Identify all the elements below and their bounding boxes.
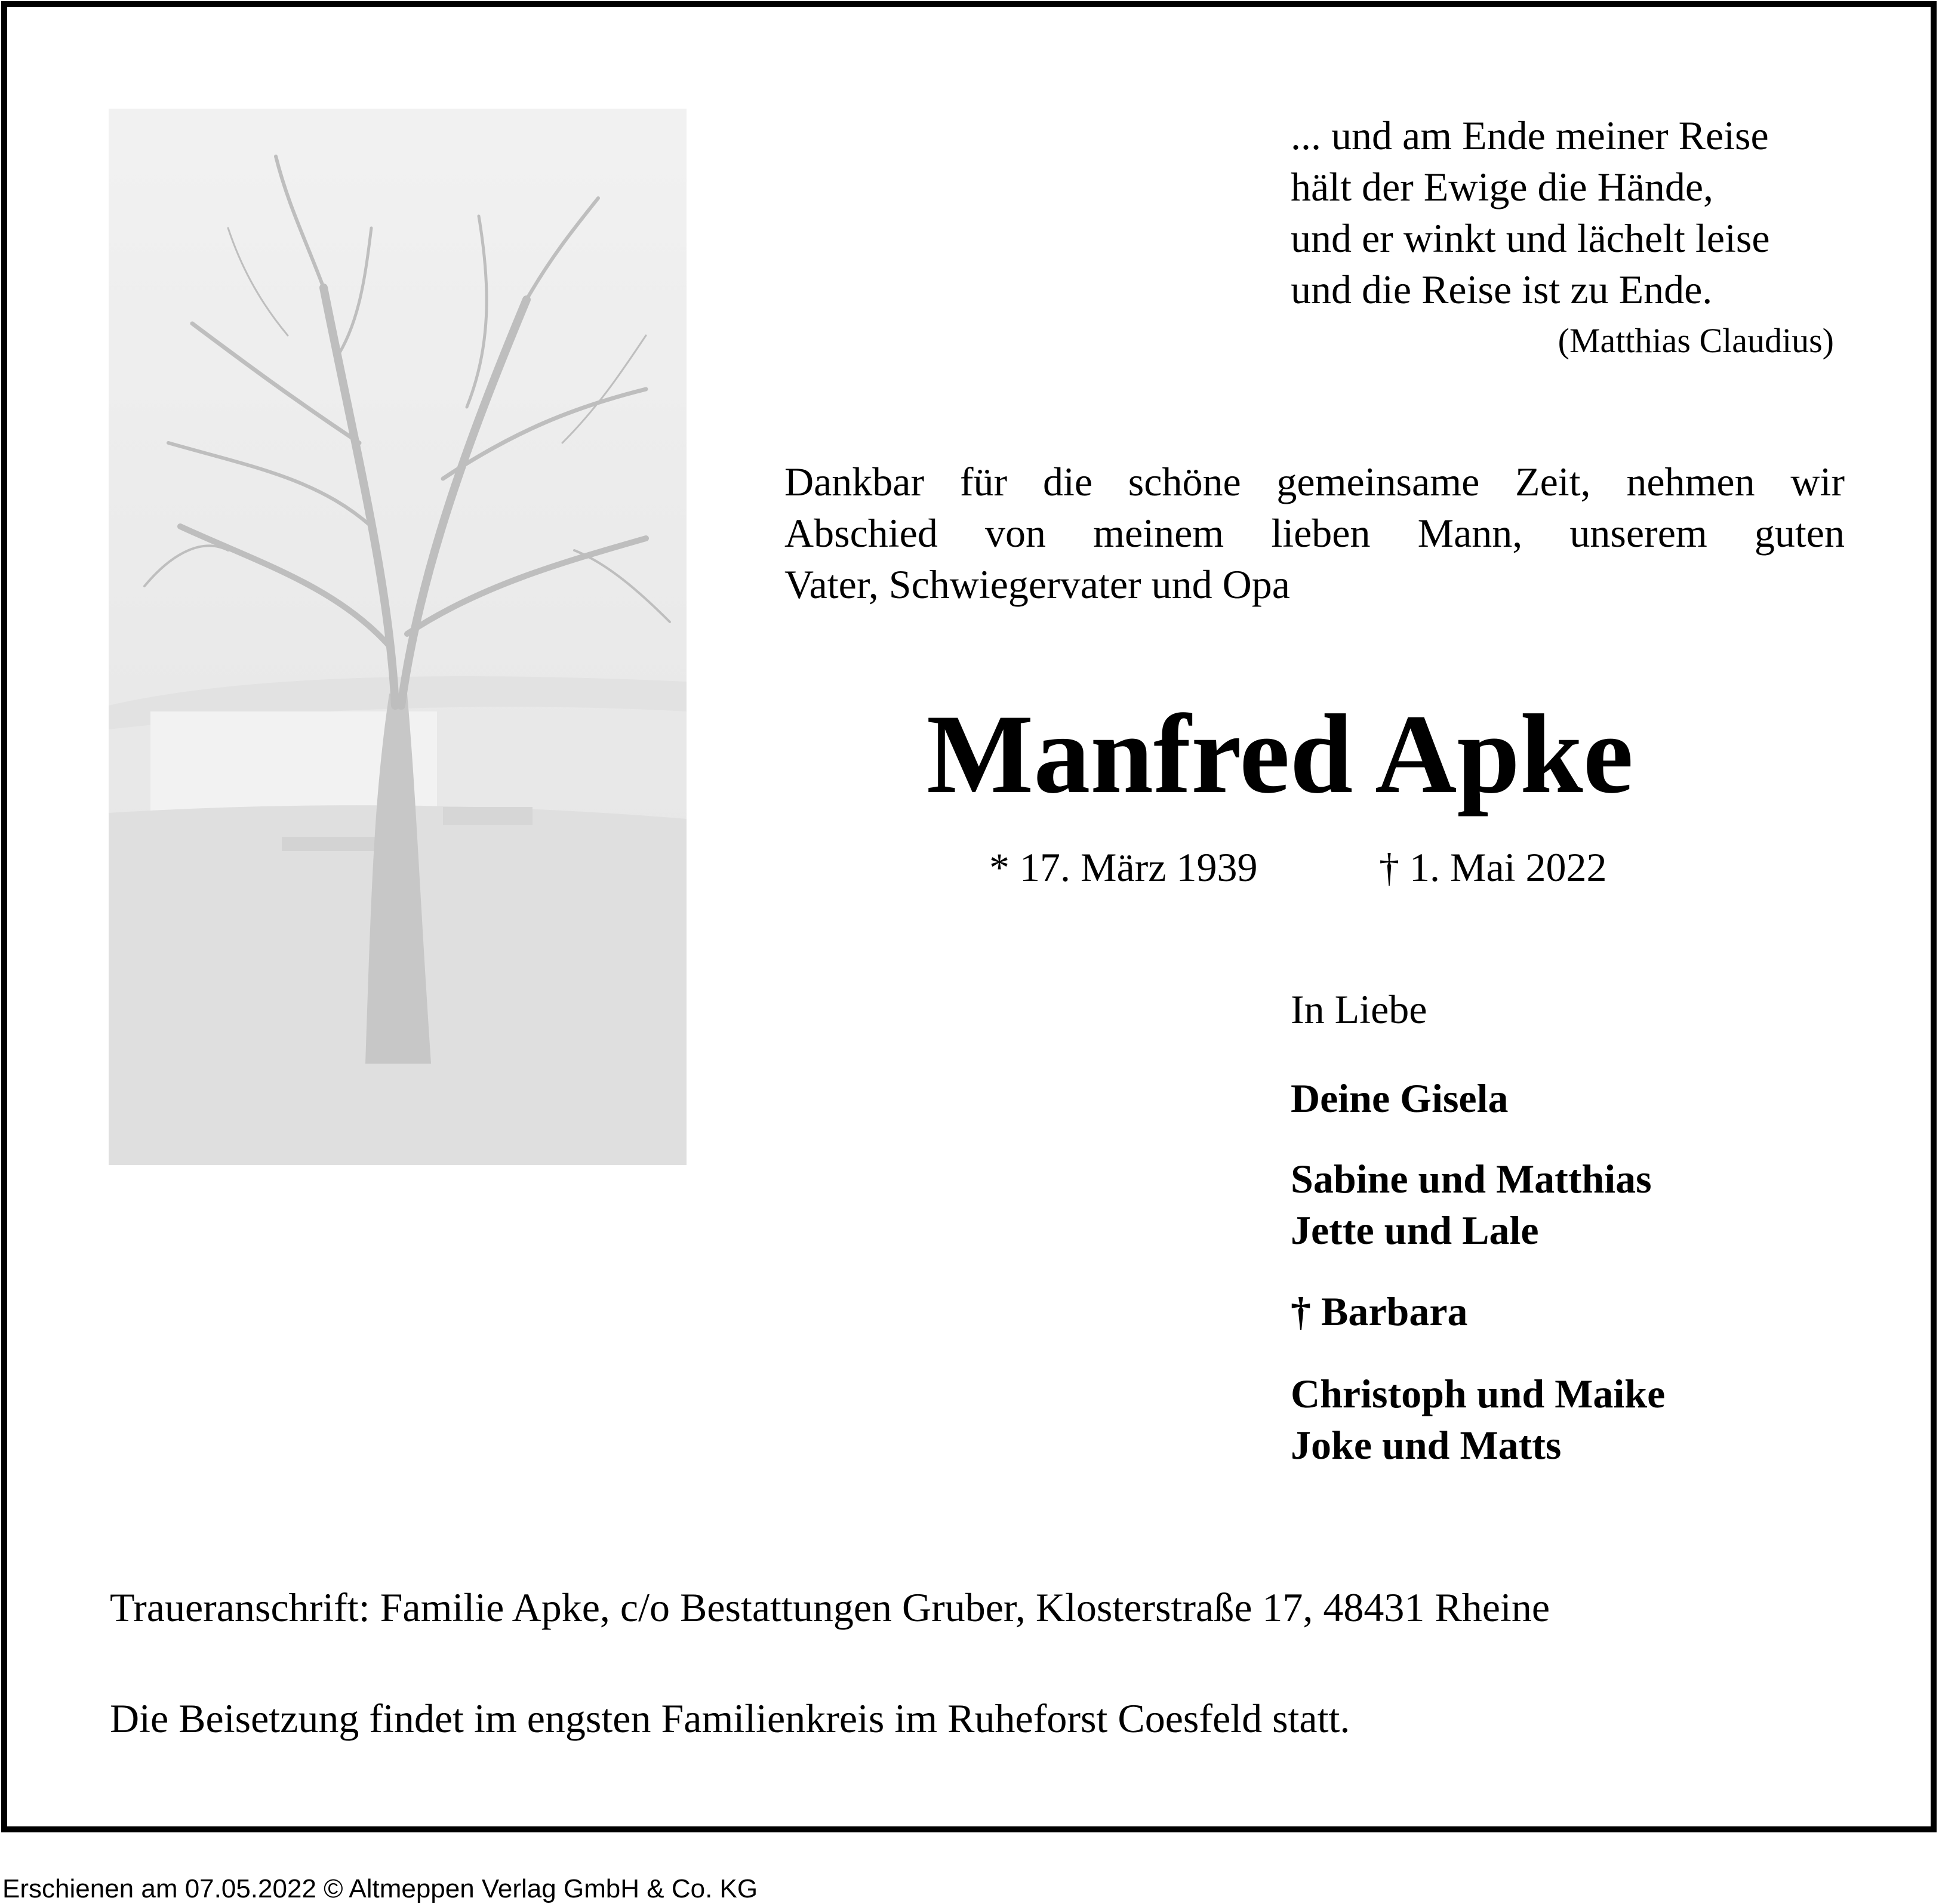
- intro-text: [784, 456, 1845, 610]
- intro-line: Abschied von meinem lieben Mann, unserem guten: [784, 510, 1845, 556]
- mourner-name: † Barbara: [1291, 1289, 1468, 1334]
- love-phrase: In Liebe: [1291, 987, 1427, 1032]
- obituary-frame: [1, 1, 1937, 1832]
- mourner-name: Sabine und Matthias: [1291, 1156, 1652, 1201]
- mourner-name: Deine Gisela: [1291, 1076, 1509, 1121]
- poem-line: ... und am Ende meiner Reise: [1291, 113, 1769, 158]
- mourning-address: Traueranschrift: Familie Apke, c/o Bestattungen Gruber, Klosterstraße 17, 48431 Rheine: [110, 1585, 1550, 1630]
- mourner-group: [1291, 1073, 1509, 1124]
- mourner-name: Christoph und Maike: [1291, 1371, 1666, 1416]
- burial-note: Die Beisetzung findet im engsten Familienkreis im Ruheforst Coesfeld statt.: [110, 1696, 1350, 1741]
- mourner-name: Joke und Matts: [1291, 1422, 1562, 1468]
- intro-line: Dankbar für die schöne gemeinsame Zeit, nehmen wir: [784, 459, 1845, 504]
- poem-line: und die Reise ist zu Ende.: [1291, 267, 1713, 312]
- mourner-group: [1291, 1286, 1468, 1337]
- poem-author: (Matthias Claudius): [1558, 321, 1834, 360]
- poem-line: und er winkt und lächelt leise: [1291, 215, 1770, 261]
- tree-photo: [109, 109, 687, 1165]
- mourner-name: Jette und Lale: [1291, 1207, 1539, 1253]
- publication-footer: Erschienen am 07.05.2022 © Altmeppen Verlag GmbH & Co. KG: [2, 1874, 758, 1903]
- death-date: † 1. Mai 2022: [1379, 845, 1607, 890]
- tree-image: [109, 109, 687, 1165]
- deceased-name: Manfred Apke: [927, 692, 1634, 817]
- mourner-group: [1291, 1368, 1665, 1471]
- birth-date: * 17. März 1939: [989, 845, 1258, 890]
- poem: [1291, 110, 1846, 360]
- poem-line: hält der Ewige die Hände,: [1291, 164, 1714, 209]
- intro-line: Vater, Schwiegervater und Opa: [784, 562, 1290, 607]
- mourner-group: [1291, 1153, 1652, 1256]
